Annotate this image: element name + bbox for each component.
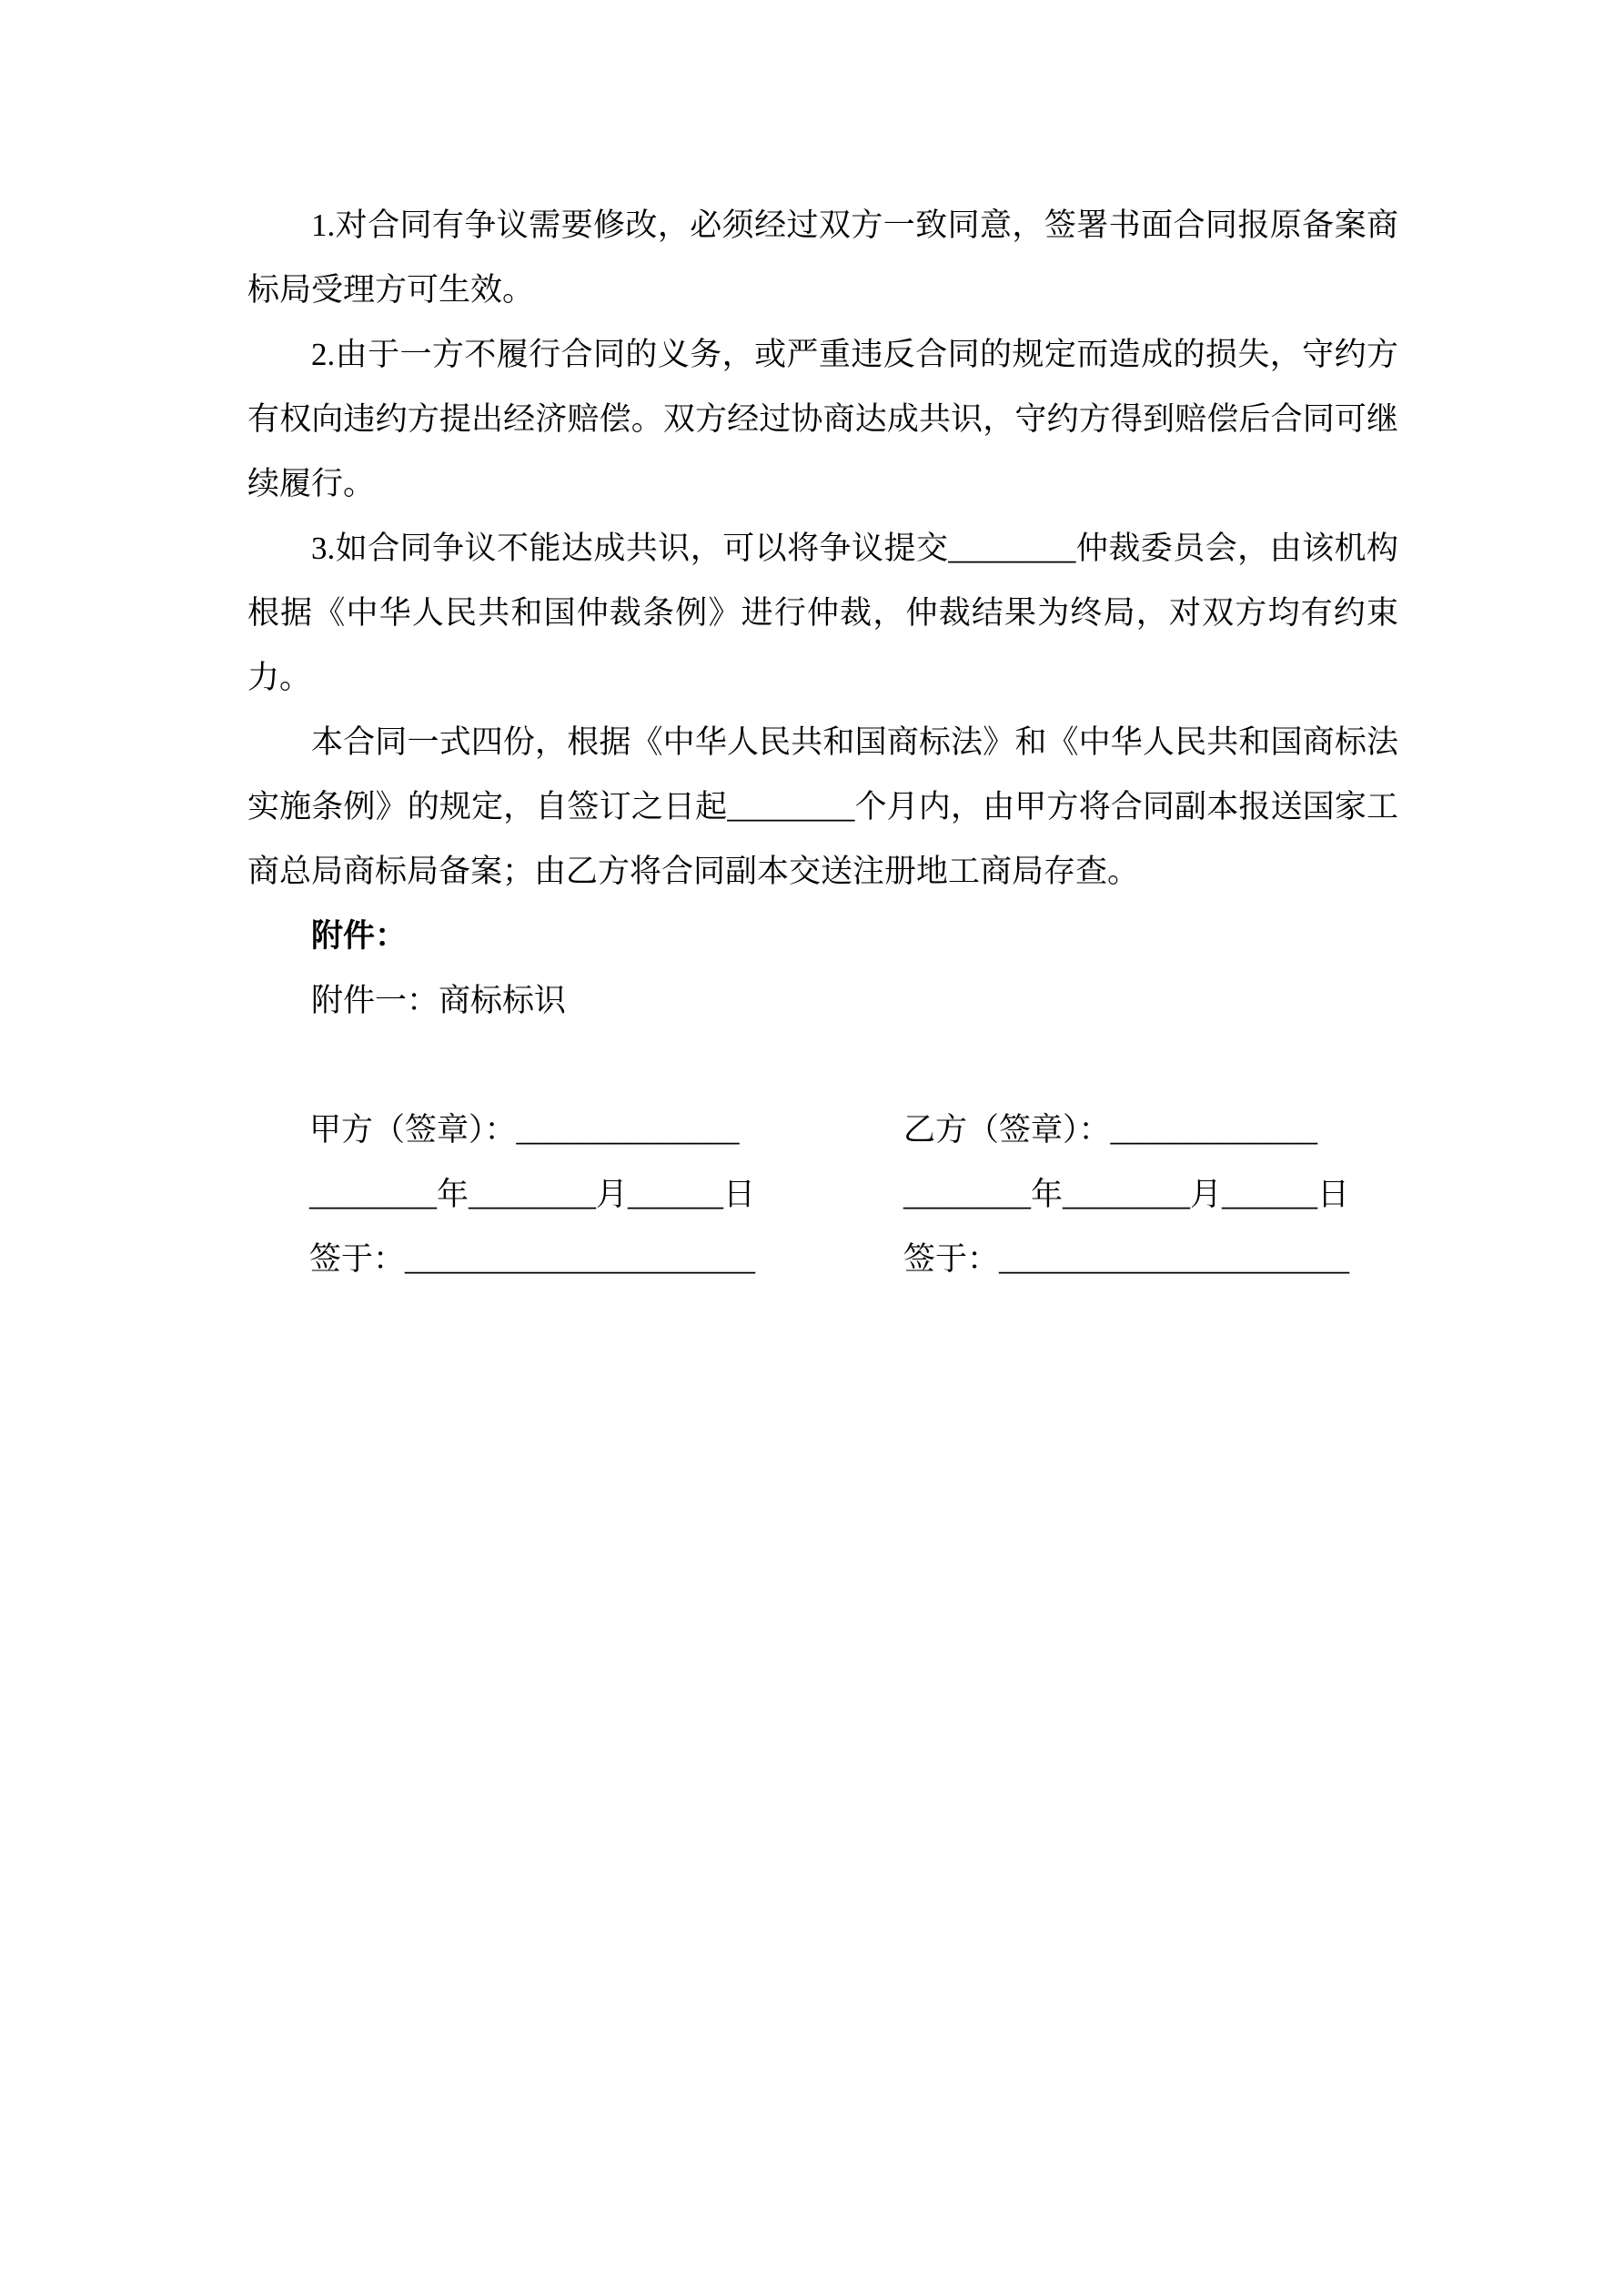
party-a-signed-at-blank: ______________________	[405, 1241, 756, 1277]
signature-block	[247, 1097, 1398, 1291]
party-b-seal-blank: _____________	[1110, 1112, 1318, 1148]
party-a-signed-at-label: 签于：	[309, 1241, 406, 1277]
party-b-signed-at-blank: ______________________	[999, 1241, 1350, 1277]
party-a-signed-at-line	[309, 1227, 842, 1291]
contract-paragraph-2: 2.由于一方不履行合同的义务，或严重违反合同的规定而造成的损失，守约方有权向违约方提出经济赔偿。双方经过协商达成共识，守约方得到赔偿后合同可继续履行。	[247, 337, 1398, 501]
party-a-seal-blank: ______________	[516, 1112, 740, 1148]
party-b-signed-at-line	[903, 1227, 1349, 1291]
contract-paragraph-1: 1.对合同有争议需要修改，必须经过双方一致同意，签署书面合同报原备案商标局受理方可生效。	[247, 207, 1398, 308]
party-b-seal-line	[903, 1097, 1349, 1162]
attachments-heading: 附件：	[311, 918, 408, 954]
party-b-signature-column	[903, 1097, 1349, 1291]
contract-paragraph-4: 本合同一式四份，根据《中华人民共和国商标法》和《中华人民共和国商标法实施条例》的规定，自签订之日起________个月内，由甲方将合同副本报送国家工商总局商标局备案；由乙方将合同副本交送注册地工商局存查。	[247, 724, 1398, 889]
party-a-signature-column	[309, 1097, 842, 1291]
party-a-seal-label: 甲方（签章）：	[309, 1112, 517, 1148]
party-b-seal-label: 乙方（签章）：	[903, 1112, 1111, 1148]
party-a-seal-line	[309, 1097, 842, 1162]
contract-paragraph-3: 3.如合同争议不能达成共识，可以将争议提交________仲裁委员会，由该机构根据《中华人民共和国仲裁条例》进行仲裁，仲裁结果为终局，对双方均有约束力。	[247, 531, 1398, 695]
attachment-item-1: 附件一：商标标识	[311, 983, 567, 1018]
party-b-signed-at-label: 签于：	[903, 1241, 1000, 1277]
party-b-date-line: ________年________月______日	[903, 1177, 1350, 1212]
party-a-date-line: ________年________月______日	[309, 1177, 756, 1212]
